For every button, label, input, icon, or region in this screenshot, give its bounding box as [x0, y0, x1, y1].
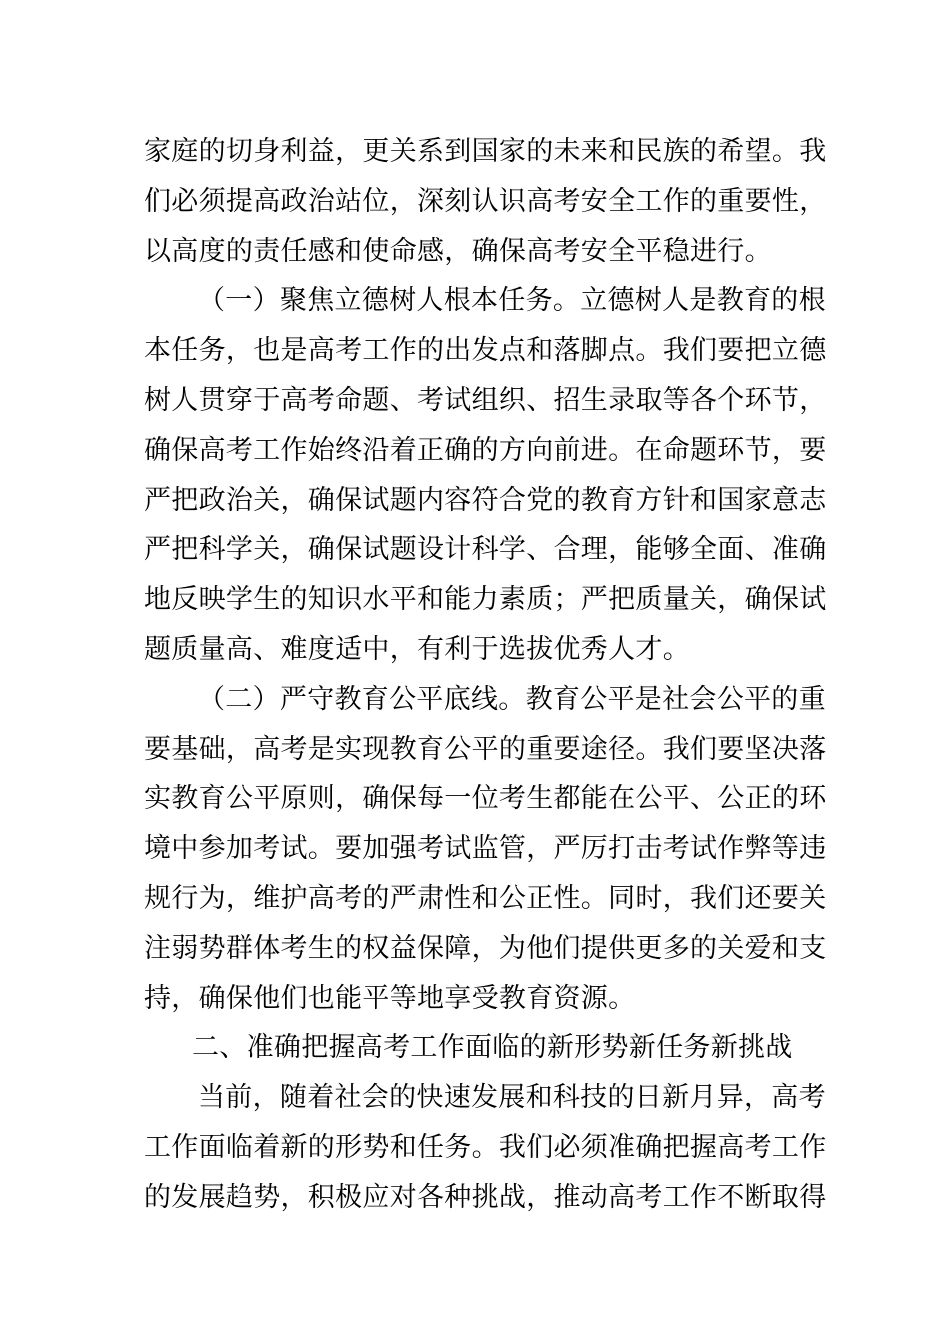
- text-line: 家庭的切身利益，更关系到国家的未来和民族的希望。我: [144, 136, 827, 167]
- section-heading: 二、准确把握高考工作面临的新形势新任务新挑战: [192, 1032, 793, 1064]
- text-line: 地反映学生的知识水平和能力素质；严把质量关，确保试: [144, 584, 827, 616]
- text-line: 的发展趋势，积极应对各种挑战，推动高考工作不断取得: [144, 1181, 827, 1213]
- text-line: 当前，随着社会的快速发展和科技的日新月异，高考: [198, 1082, 826, 1114]
- text-line: 严把政治关，确保试题内容符合党的教育方针和国家意志: [144, 484, 827, 516]
- text-line: 严把科学关，确保试题设计科学、合理，能够全面、准确: [144, 534, 827, 566]
- text-line: 注弱势群体考生的权益保障，为他们提供更多的关爱和支: [144, 932, 827, 964]
- text-line: 以高度的责任感和使命感，确保高考安全平稳进行。: [144, 235, 772, 267]
- paragraph-heading-1: （一）聚焦立德树人根本任务。立德树人是教育的根: [198, 285, 826, 317]
- text-line: 实教育公平原则，确保每一位考生都能在公平、公正的环: [144, 783, 827, 815]
- text-line: 题质量高、难度适中，有利于选拔优秀人才。: [144, 633, 690, 665]
- text-line: 要基础，高考是实现教育公平的重要途径。我们要坚决落: [144, 733, 827, 765]
- text-line: 树人贯穿于高考命题、考试组织、招生录取等各个环节，: [144, 384, 827, 416]
- text-line: 持，确保他们也能平等地享受教育资源。: [144, 982, 636, 1014]
- text-line: 规行为，维护高考的严肃性和公正性。同时，我们还要关: [144, 882, 827, 914]
- text-line: 本任务，也是高考工作的出发点和落脚点。我们要把立德: [144, 335, 827, 367]
- text-line: 们必须提高政治站位，深刻认识高考安全工作的重要性，: [144, 185, 827, 217]
- document-body: [144, 127, 827, 1223]
- text-line: 工作面临着新的形势和任务。我们必须准确把握高考工作: [144, 1131, 827, 1163]
- text-line: 确保高考工作始终沿着正确的方向前进。在命题环节，要: [144, 434, 827, 466]
- text-line: 境中参加考试。要加强考试监管，严厉打击考试作弊等违: [144, 833, 827, 865]
- paragraph-heading-2: （二）严守教育公平底线。教育公平是社会公平的重: [198, 683, 826, 715]
